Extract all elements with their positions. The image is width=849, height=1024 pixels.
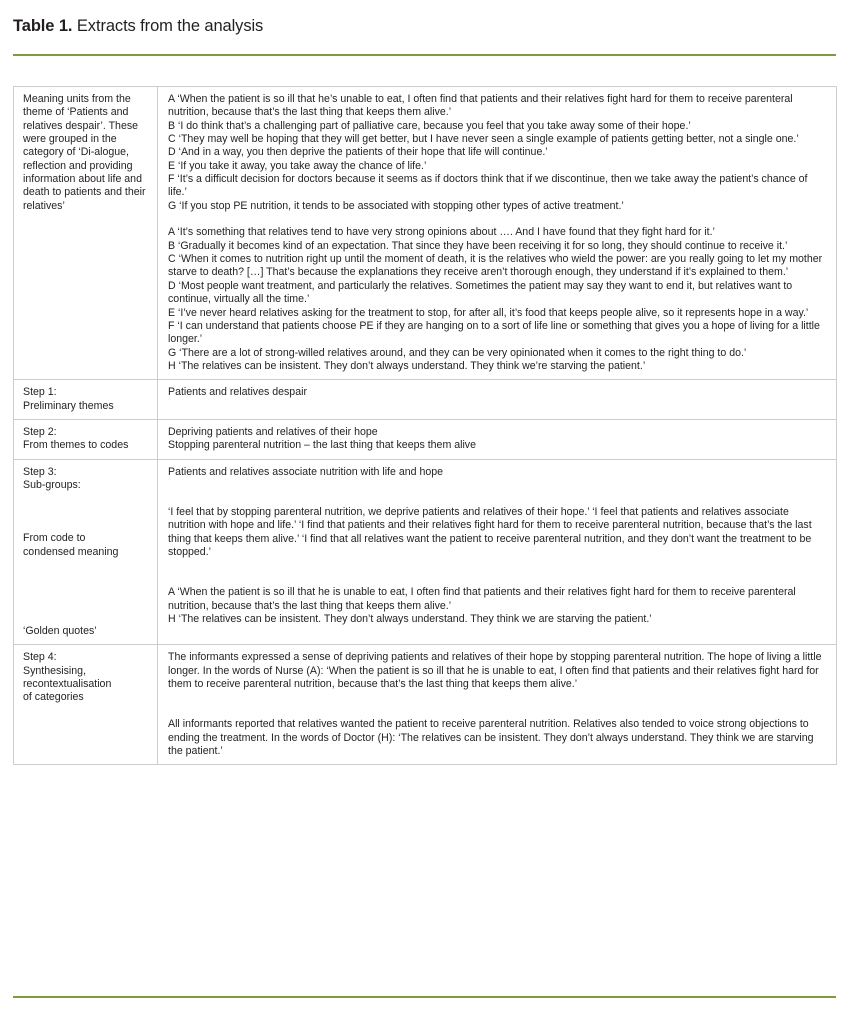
step-2-subtitle: From themes to codes xyxy=(23,439,129,452)
quote-e1: E ‘If you take it away, you take away the chance of life.’ xyxy=(168,159,427,172)
step-4-line-1: Synthesising, xyxy=(23,664,87,677)
row-content-step-4 xyxy=(158,645,837,765)
step-3-fromcode-line1: From code to xyxy=(23,532,86,545)
quote-b1: B ‘I do think that’s a challenging part of palliative care, because you feel that you take away some of their hope.’ xyxy=(168,119,691,132)
quote-g1: G ‘If you stop PE nutrition, it tends to be associated with stopping other types of active treatment.’ xyxy=(168,199,624,212)
step-1-value: Patients and relatives despair xyxy=(168,386,307,399)
table-caption xyxy=(13,16,263,36)
caption-text: Extracts from the analysis xyxy=(72,17,264,35)
step-3-goldenquotes-label: ‘Golden quotes’ xyxy=(23,624,97,637)
table-row xyxy=(14,380,837,420)
step-1-title: Step 1: xyxy=(23,386,57,399)
quote-a1: A ‘When the patient is so ill that he’s unable to eat, I often find that patients and their relatives fight hard for them to receive parenteral nutrition, because that’s the last thing that keeps them alive.’ xyxy=(168,93,793,119)
step-3-fromcode-line2: condensed meaning xyxy=(23,545,119,558)
row-content-meaning-units xyxy=(158,87,837,380)
step-2-value-2: Stopping parenteral nutrition – the last thing that keeps them alive xyxy=(168,439,476,452)
caption-label: Table 1. xyxy=(13,17,73,35)
step-4-paragraph-2: All informants reported that relatives wanted the patient to receive parenteral nutrition. Relatives also tended to voice strong objections to ending the treatment. In the words of Doctor (H): ‘The relatives can be insistent. They don’t always understand. They think we are starving the patient.’ xyxy=(168,718,814,758)
step-4-paragraph-1: The informants expressed a sense of depriving patients and relatives of their hope by stopping parenteral nutrition. The hope of living a little longer. In the words of Nurse (A): ‘When the patient is so ill that he is unable to eat, I often find that patients and their relatives fight hard for them to receive parenteral nutrition, because that’s the last thing that keeps them alive.’ xyxy=(168,651,822,690)
quote-h2: H ‘The relatives can be insistent. They don’t always understand. They think we’re starving the patient.’ xyxy=(168,359,646,372)
quote-b2: B ‘Gradually it becomes kind of an expectation. That since they have been receiving it for so long, they should continue to receive it.’ xyxy=(168,239,788,252)
quote-d2: D ‘Most people want treatment, and particularly the relatives. Sometimes the patient may say they want to end it, but relatives want to continue, virtually all the time.’ xyxy=(168,279,793,306)
row-label-step-3 xyxy=(14,459,158,645)
step-3-subtitle: Sub-groups: xyxy=(23,478,81,491)
step-4-line-2: recontextualisation xyxy=(23,678,112,690)
row-content-step-1 xyxy=(158,380,837,420)
caption-rule-top xyxy=(13,54,836,56)
row-content-step-3 xyxy=(158,459,837,645)
table-row xyxy=(14,645,837,765)
quote-e2: E ‘I’ve never heard relatives asking for the treatment to stop, for after all, it’s food that keeps people alive, so it represents hope in a way.’ xyxy=(168,306,809,319)
golden-quote-a: A ‘When the patient is so ill that he is unable to eat, I often find that patients and their relatives fight hard for them to receive parenteral nutrition, because that’s the last thing that keeps them alive.’ xyxy=(168,586,796,612)
step-4-line-3: of categories xyxy=(23,691,84,704)
quote-a2: A ‘It’s something that relatives tend to have very strong opinions about …. And I have found that they fight hard for it.’ xyxy=(168,226,715,239)
quote-c1: C ‘They may well be hoping that they will get better, but I have never seen a single example of patients getting better, not a single one.’ xyxy=(168,133,799,146)
row-label-step-2 xyxy=(14,419,158,459)
step-3-condensed-meaning: ‘I feel that by stopping parenteral nutrition, we deprive patients and relatives of their hope.’ ‘I feel that patients and relatives associate nutrition with hope and life.’ ‘I find that patients and their relatives fight hard for them to receive parenteral nutrition, because that’s the last thing that keeps them alive.’ ‘I find that all relatives want the patient to receive parenteral nutrition, and they don’t want the treatment to be stopped.’ xyxy=(168,505,812,558)
step-4-title: Step 4: xyxy=(23,651,57,664)
step-2-value-1: Depriving patients and relatives of their hope xyxy=(168,425,378,438)
golden-quote-h: H ‘The relatives can be insistent. They don’t always understand. They think we are starving the patient.’ xyxy=(168,613,652,625)
quote-d1: D ‘And in a way, you then deprive the patients of their hope that life will continue.’ xyxy=(168,146,548,159)
quote-f1: F ‘It’s a difficult decision for doctors because it seems as if doctors think that if we discontinue, then we take away the patient’s chance of life.’ xyxy=(168,173,808,199)
meaning-units-label: Meaning units from the theme of ‘Patients and relatives despair’. These were grouped in the category of ‘Di-alogue, reflection and providing information about life and death to patients and their relatives’ xyxy=(23,93,146,212)
table-row xyxy=(14,459,837,645)
row-label-step-4 xyxy=(14,645,158,765)
table-row xyxy=(14,419,837,459)
step-2-title: Step 2: xyxy=(23,425,57,438)
row-label-step-1 xyxy=(14,380,158,420)
row-content-step-2 xyxy=(158,419,837,459)
row-label-meaning-units xyxy=(14,87,158,380)
table-row xyxy=(14,87,837,380)
step-3-subgroup-value: Patients and relatives associate nutrition with life and hope xyxy=(168,465,444,478)
quote-c2: C ‘When it comes to nutrition right up until the moment of death, it is the relatives who wield the power: are you really going to let my mother starve to death? […] That’s because the explanations they receive aren’t thorough enough, they understand if it’s explained to them.’ xyxy=(168,253,823,279)
quote-g2: G ‘There are a lot of strong-willed relatives around, and they can be very opinionated when it comes to the right thing to do.’ xyxy=(168,346,747,359)
quote-f2: F ‘I can understand that patients choose PE if they are hanging on to a sort of life line or something that gives you a hope of living for a little longer.’ xyxy=(168,319,820,346)
footer-rule-bottom xyxy=(13,996,836,998)
analysis-table xyxy=(13,86,837,765)
step-1-subtitle: Preliminary themes xyxy=(23,399,114,412)
step-3-title: Step 3: xyxy=(23,465,57,478)
